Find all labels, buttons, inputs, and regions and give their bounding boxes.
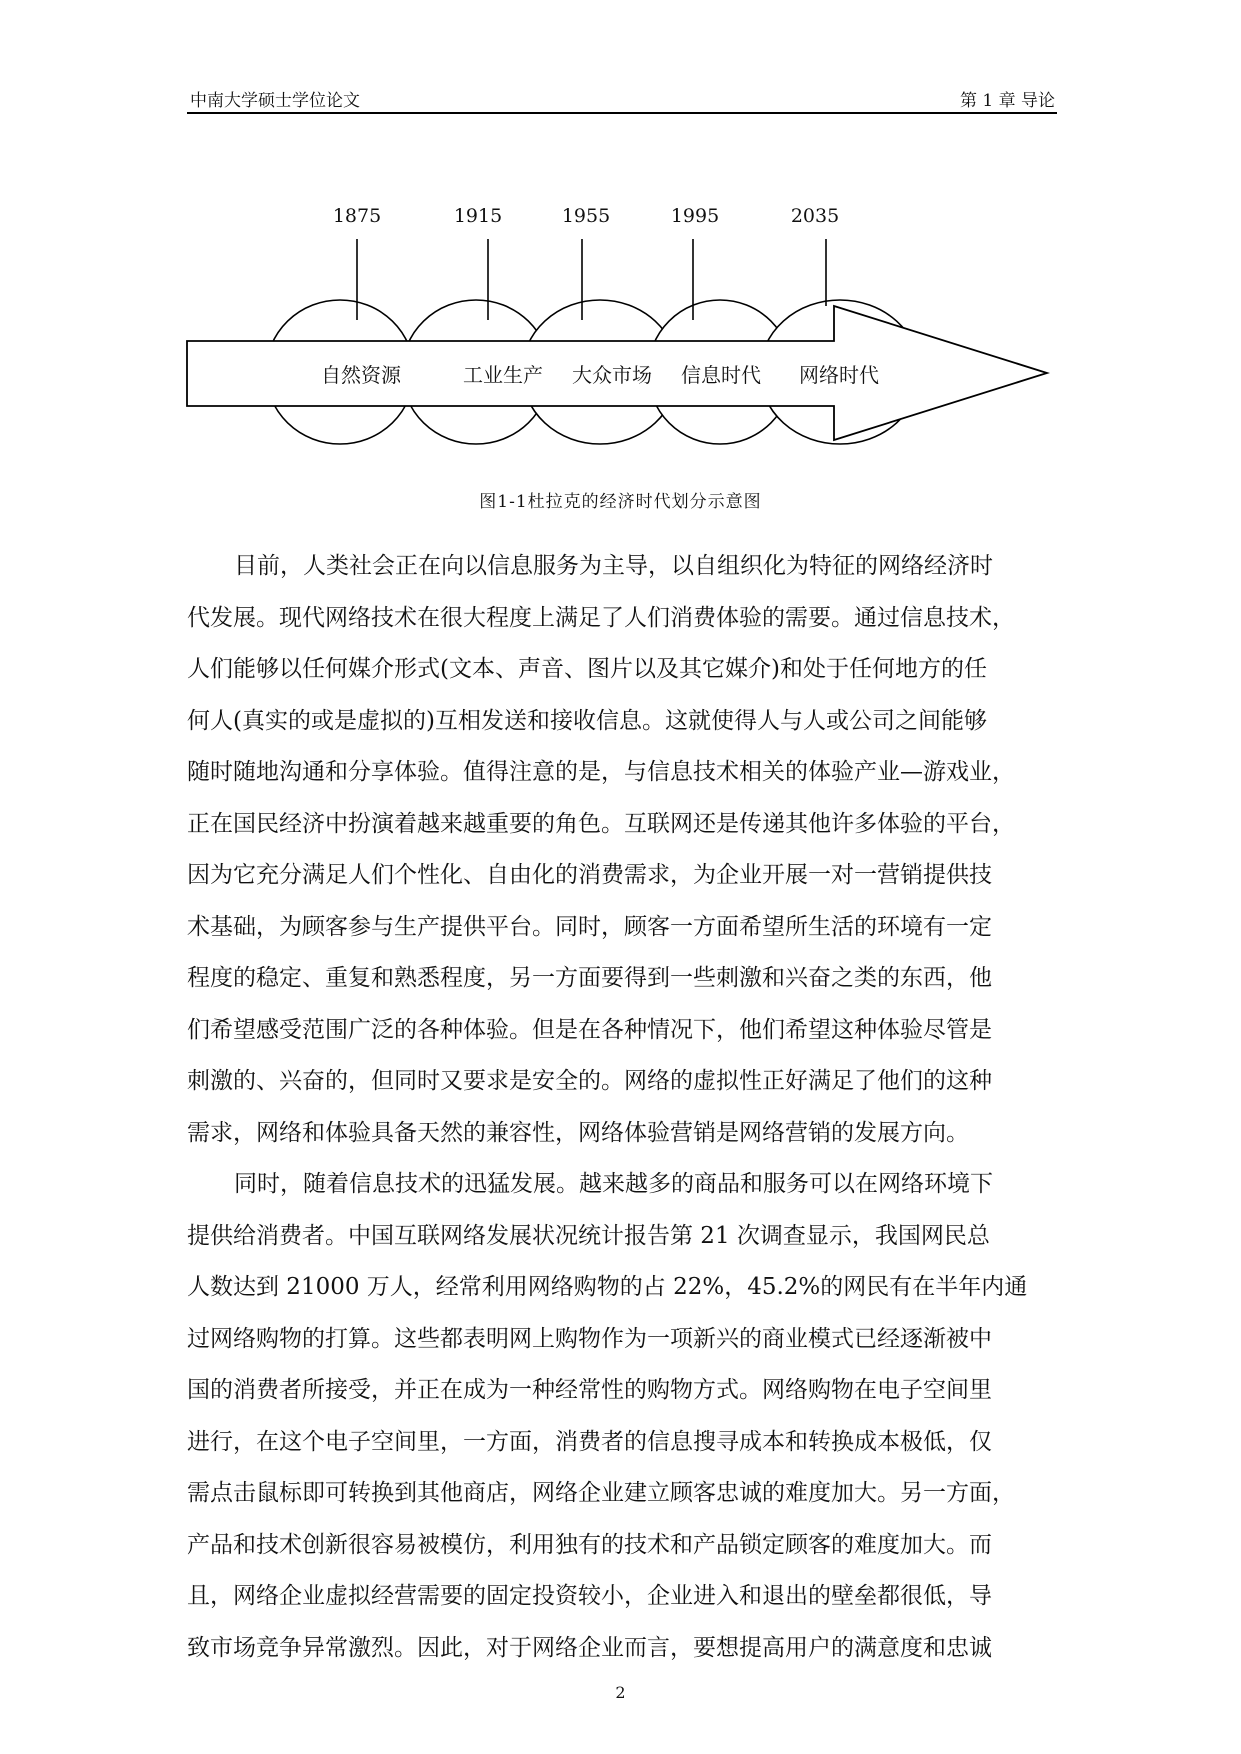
- body-line: 需点击鼠标即可转换到其他商店，网络企业建立顾客忠诚的难度加大。另一方面，: [187, 1480, 1015, 1506]
- body-line: 需求，网络和体验具备天然的兼容性，网络体验营销是网络营销的发展方向。: [187, 1120, 969, 1146]
- body-line: 同时，随着信息技术的迅猛发展。越来越多的商品和服务可以在网络环境下: [234, 1171, 993, 1197]
- era-label-2: 工业生产: [463, 363, 543, 387]
- body-line: 们希望感受范围广泛的各种体验。但是在各种情况下，他们希望这种体验尽管是: [187, 1017, 992, 1043]
- year-label-3: 1955: [561, 205, 611, 227]
- body-line: 人们能够以任何媒介形式(文本、声音、图片以及其它媒介)和处于任何地方的任: [187, 656, 987, 682]
- body-line: 进行，在这个电子空间里，一方面，消费者的信息搜寻成本和转换成本极低，仅: [187, 1429, 992, 1455]
- year-label-2: 1915: [453, 205, 503, 227]
- page-number: 2: [615, 1683, 626, 1702]
- era-label-1: 自然资源: [321, 363, 401, 387]
- body-line: 刺激的、兴奋的，但同时又要求是安全的。网络的虚拟性正好满足了他们的这种: [187, 1068, 992, 1094]
- era-label-4: 信息时代: [681, 363, 761, 387]
- body-line: 提供给消费者。中国互联网络发展状况统计报告第 21 次调查显示，我国网民总: [187, 1223, 990, 1249]
- year-label-4: 1995: [670, 205, 720, 227]
- body-line: 目前，人类社会正在向以信息服务为主导，以自组织化为特征的网络经济时: [234, 553, 993, 579]
- year-label-5: 2035: [790, 205, 840, 227]
- economic-era-diagram: [0, 0, 1241, 480]
- body-line: 人数达到 21000 万人，经常利用网络购物的占 22%，45.2%的网民有在半年内通: [187, 1274, 1028, 1300]
- body-line: 正在国民经济中扮演着越来越重要的角色。互联网还是传递其他许多体验的平台，: [187, 811, 1015, 837]
- body-line: 过网络购物的打算。这些都表明网上购物作为一项新兴的商业模式已经逐渐被中: [187, 1326, 992, 1352]
- body-line: 代发展。现代网络技术在很大程度上满足了人们消费体验的需要。通过信息技术，: [187, 605, 1015, 631]
- body-line: 致市场竞争异常激烈。因此，对于网络企业而言，要想提高用户的满意度和忠诚: [187, 1635, 992, 1661]
- era-label-5: 网络时代: [799, 363, 879, 387]
- year-label-1: 1875: [332, 205, 382, 227]
- running-header-left: 中南大学硕士学位论文: [190, 91, 360, 111]
- era-label-3: 大众市场: [572, 363, 652, 387]
- body-line: 因为它充分满足人们个性化、自由化的消费需求，为企业开展一对一营销提供技: [187, 862, 992, 888]
- body-line: 何人(真实的或是虚拟的)互相发送和接收信息。这就使得人与人或公司之间能够: [187, 708, 987, 734]
- body-line: 术基础，为顾客参与生产提供平台。同时，顾客一方面希望所生活的环境有一定: [187, 914, 992, 940]
- body-line: 国的消费者所接受，并正在成为一种经常性的购物方式。网络购物在电子空间里: [187, 1377, 992, 1403]
- body-line: 随时随地沟通和分享体验。值得注意的是，与信息技术相关的体验产业—游戏业，: [187, 759, 1015, 785]
- body-line: 程度的稳定、重复和熟悉程度，另一方面要得到一些刺激和兴奋之类的东西，他: [187, 965, 992, 991]
- figure-caption: 图1-1杜拉克的经济时代划分示意图: [479, 492, 762, 512]
- body-line: 且，网络企业虚拟经营需要的固定投资较小，企业进入和退出的壁垒都很低，导: [187, 1583, 992, 1609]
- body-line: 产品和技术创新很容易被模仿，利用独有的技术和产品锁定顾客的难度加大。而: [187, 1532, 992, 1558]
- running-header-right: 第 1 章 导论: [959, 91, 1055, 111]
